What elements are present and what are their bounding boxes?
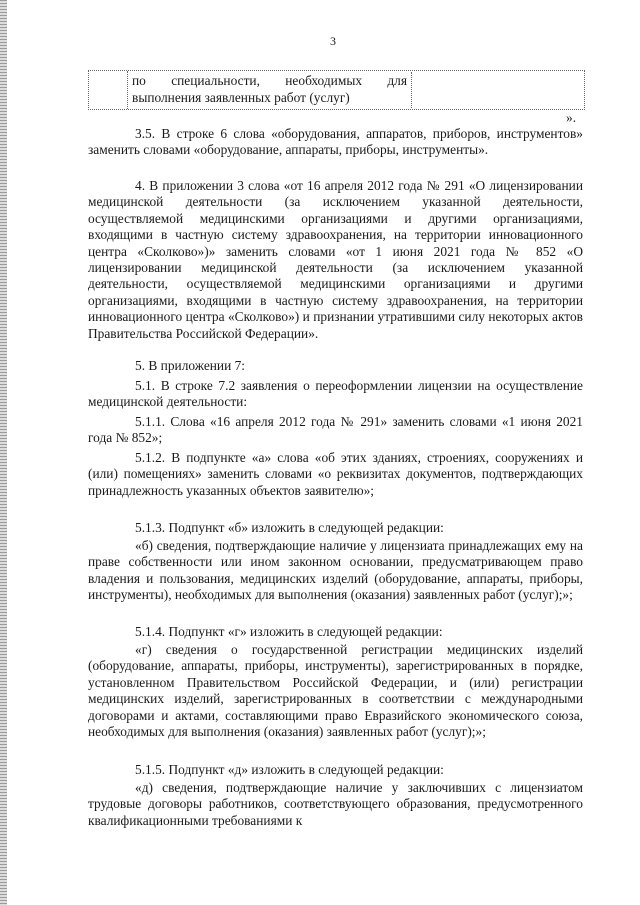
table-fragment bbox=[88, 70, 585, 110]
paragraph-5-1-5: 5.1.5. Подпункт «д» изложить в следующей редакции: bbox=[135, 762, 444, 777]
paragraph-3-5: 3.5. В строке 6 слова «оборудования, аппаратов, приборов, инструментов» заменить словами «оборудование, аппараты, приборы, инструменты». bbox=[88, 126, 583, 158]
table-cell-text bbox=[128, 72, 412, 108]
paragraph-5-1-4: 5.1.4. Подпункт «г» изложить в следующей редакции: bbox=[135, 624, 443, 639]
page-number: 3 bbox=[330, 34, 336, 48]
paragraph-quote-b: «б) сведения, подтверждающие наличие у лицензиата принадлежащих ему на праве собственности или ином законном основании, предусматривающем право владения и пользования, медицинских изделий (оборудование, аппараты, приборы, инструменты), необходимых для выполнения (оказания) заявленных работ (услуг);»; bbox=[88, 538, 583, 603]
closing-mark: ». bbox=[566, 110, 577, 125]
table-line-1: по специальности, необходимых для bbox=[132, 73, 407, 88]
paragraph-5: 5. В приложении 7: bbox=[135, 358, 246, 373]
paragraph-5-1-3: 5.1.3. Подпункт «б» изложить в следующей редакции: bbox=[135, 520, 444, 535]
paragraph-5-1-1: 5.1.1. Слова «16 апреля 2012 года № 291» заменить словами «1 июня 2021 года № 852»; bbox=[88, 414, 583, 446]
table-line-2: выполнения заявленных работ (услуг) bbox=[132, 90, 350, 105]
paragraph-4: 4. В приложении 3 слова «от 16 апреля 2012 года № 291 «О лицензировании медицинской деятельности (за исключением указанной деятельности, осуществляемой медицинскими организациями и другими организациями, входящими в частную систему здравоохранения, на территории инновационного центра «Сколково»)» заменить словами «от 1 июня 2021 года № 852 «О лицензировании медицинской деятельности (за исключением указанной деятельности, осуществляемой медицинскими организациями и другими организациями, входящими в частную систему здравоохранения, на территории инновационного центра «Сколково») и признании утратившими силу некоторых актов Правительства Российской Федерации». bbox=[88, 178, 583, 341]
paragraph-5-1-2: 5.1.2. В подпункте «а» слова «об этих зданиях, строениях, сооружениях и (или) помещениях» заменить словами «о реквизитах документов, подтверждающих принадлежность указанных объектов заявителю»; bbox=[88, 450, 583, 498]
paragraph-5-1: 5.1. В строке 7.2 заявления о переоформлении лицензии на осуществление медицинской деятельности: bbox=[88, 378, 583, 410]
scan-edge bbox=[0, 0, 7, 905]
paragraph-quote-g: «г) сведения о государственной регистрации медицинских изделий (оборудование, аппараты, приборы, инструменты), зарегистрированных в порядке, установленном Правительством Российской Федерации, и (или) регистрации медицинских изделий, зарегистрированных в соответствии с международными договорами и актами, составляющими право Евразийского экономического союза, необходимых для выполнения (оказания) заявленных работ (услуг);»; bbox=[88, 642, 583, 740]
paragraph-quote-d: «д) сведения, подтверждающие наличие у заключивших с лицензиатом трудовые договоры работников, соответствующего образования, предусмотренного квалификационными требованиями к bbox=[88, 780, 583, 828]
table-cell-number bbox=[89, 71, 128, 109]
